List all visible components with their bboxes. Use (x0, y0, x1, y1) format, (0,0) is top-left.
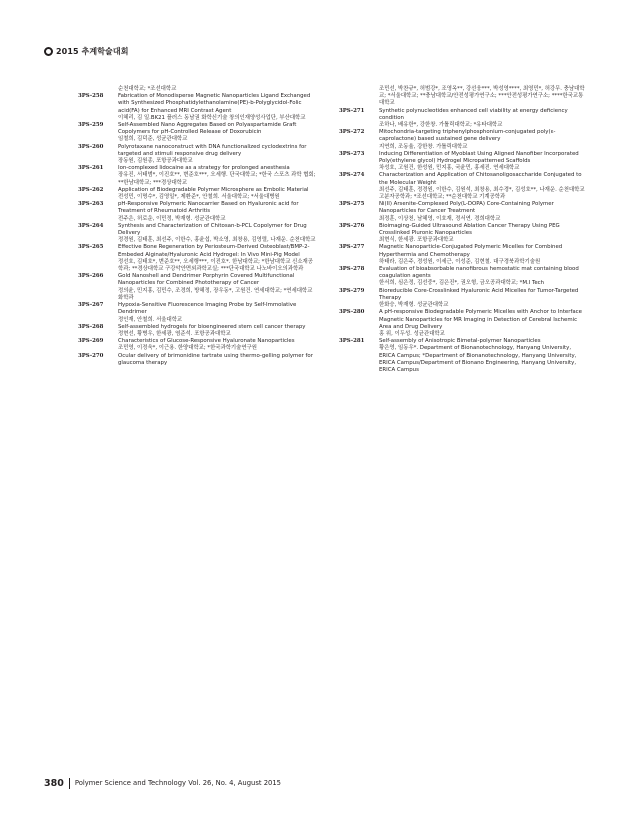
entry-code: 3PS-278 (339, 266, 365, 273)
entry-authors: 조민영, 이정욱*, 이근용. 한양대학교; *한국과학기술연구원 (118, 345, 257, 352)
entry-body (379, 288, 587, 310)
entry-title: Gold Nanoshell and Dendrimer Porphyrin Covered Multifunctional Nanoparticles for Combined Phototherapy of Cancer (118, 273, 295, 287)
entry-title: Magnetic Nanoparticle-Conjugated Polymeric Micelles for Combined Hyperthermia and Chemotherapy (379, 244, 563, 258)
abstract-entry (339, 288, 587, 310)
entry-body (118, 187, 318, 201)
abstract-entry (78, 201, 318, 223)
entry-code: 3PS-265 (78, 244, 104, 251)
journal-citation: Polymer Science and Technology Vol. 26, No. 4, August 2015 (74, 779, 282, 787)
entry-authors: 한서희, 심은정, 김선중*, 김은진*, 권오형, 금오공과대학교; *M.I Tech (379, 280, 545, 287)
entry-title: Self-assembled hydrogels for bioengineered stem cell cancer therapy (118, 323, 306, 330)
entry-authors: 임철희, 김덕준, 성균관대학교 (118, 136, 188, 143)
entry-body (379, 129, 587, 151)
entry-title: Inducing Differentiation of Myoblast Using Aligned Nanofiber Incorporated Poly(ethylene glycol) Hydrogel Micropatterned Scaffolds (379, 150, 579, 165)
entry-authors: 정인재, 안철희. 서울대학교 (118, 316, 183, 323)
entry-authors: 정현선, 황병우, 한세광, 염준석. 포항공과대학교 (118, 330, 231, 337)
abstract-entry (78, 122, 318, 144)
entry-code: 3PS-273 (339, 150, 365, 157)
entry-authors: 최현식, 한세광. 포항공과대학교 (379, 237, 454, 244)
entry-body (118, 223, 318, 245)
entry-code: 3PS-269 (78, 338, 104, 345)
entry-code: 3PS-280 (339, 309, 365, 316)
abstract-entry (339, 172, 587, 201)
entry-code: 3PS-259 (78, 122, 104, 129)
page-number: 380 (44, 777, 64, 789)
entry-body (118, 122, 318, 144)
abstract-entry (78, 93, 318, 122)
entry-code: 3PS-271 (339, 107, 365, 114)
page-header (44, 44, 129, 58)
entry-title: Characteristics of Glucose-Responsive Hyaluronate Nanoparticles (118, 338, 295, 345)
abstract-entry (78, 273, 318, 302)
entry-body (118, 338, 318, 352)
abstract-entry (339, 151, 587, 173)
entry-code: 3PS-268 (78, 323, 104, 330)
entry-code: 3PS-264 (78, 222, 104, 229)
header-title: 2015 추계학술대회 (56, 46, 129, 56)
entry-title: Synthetic polynucleotides enhanced cell viability at energy deficiency condition (379, 107, 568, 121)
entry-authors: 전성민, 이명수*, 김영일*, 제환준*, 안철희. 서울대학교; *서울대병원 (118, 194, 280, 201)
entry-title: Fabrication of Monodisperse Magnetic Nanoparticles Ligand Exchanged with Synthesized Phosphatidylethanolamine(PE)-b-Polyglycidol-Folic acid(FA) for Enhanced MRI Contrast Agent (118, 93, 311, 114)
entry-authors: 황은영, 임동우*. Department of Bionanotechnology, Hanyang University, ERICA Campus; *Department of Bionanotechnology, Hanyang University, ERICA Campus/Department of Bionano Engineering, Hanyang University, ERICA Campus (379, 345, 577, 373)
entry-title: pH-Responsive Polymeric Nanocarrier Based on Hyaluronic acid for Treatment of Rheumatoid Arthritis (118, 201, 299, 215)
abstract-entry (339, 244, 587, 266)
entry-authors: 최선주, 김태훈, 정경원, 이한수, 김원석, 최창용, 최수경*, 김성호**, 나재운. 순천대학교 고분자공학과; *조선대학교; **순천대학교 기계공학과 (379, 186, 585, 201)
abstract-entry (78, 302, 318, 324)
entry-title: Ocular delivery of brimonidine tartrate using thermo-gelling polymer for glaucoma therapy (118, 352, 313, 366)
entry-authors: 이혜리, 김 일.BK21 플러스 동남권 화학신기술 창의인재양성사업단, 부산대학교 (118, 114, 306, 121)
entry-body (379, 338, 587, 374)
entry-body (118, 165, 318, 187)
entry-title: Hypoxia-Sensitive Fluorescence Imaging Probe by Self-Immolative Dendrimer (118, 302, 297, 316)
abstract-entry (78, 144, 318, 166)
entry-title: Evaluation of bioabsorbable nanofibrous hemostatic mat containing blood coagulation agents (379, 266, 579, 280)
entry-authors: 장동원, 김원종, 포항공과대학교 (118, 158, 193, 165)
right-column (339, 86, 587, 374)
entry-code: 3PS-260 (78, 143, 104, 150)
entry-code: 3PS-270 (78, 352, 104, 359)
entry-body (379, 201, 587, 223)
entry-code: 3PS-279 (339, 287, 365, 294)
entry-title: Bioimaging-Guided Ultrasound Ablation Cancer Therapy Using PEG Crosslinked Pluronic Nanoparticles (379, 222, 560, 237)
circle-bullet-icon (44, 47, 53, 56)
entry-title: Ni(II) Arsenite-Complexed Poly(L-DOPA) Core-Containing Polymer Nanoparticles for Cancer Treatment (379, 201, 554, 215)
entry-authors: 지연희, 조동율, 강한창. 가톨릭대학교 (379, 143, 468, 150)
entry-authors: 정선호, 김태호*, 변준호**, 오세행***, 이진호*. 한남대학교; *한남대학교 신소재공학과; **경상대학교 구강악안면외과학교실; ***단국대학교 나노바이오의과학과 (118, 258, 313, 273)
entry-title: A pH-responsive Biodegradable Polymeric Micelles with Anchor to Interface Magnetic Nanoparticles for MR Imaging in Detection of Cerebral Ischemic Area and Drug Delivery (379, 309, 582, 330)
entry-body (118, 353, 318, 367)
entry-title: Bioreducible Core-Crosslinked Hyaluronic Acid Micelles for Tumor-Targeted Therapy (379, 287, 579, 301)
entry-code: 3PS-267 (78, 302, 104, 309)
entry-code: 3PS-262 (78, 186, 104, 193)
entry-code: 3PS-275 (339, 201, 365, 208)
abstract-entry (78, 165, 318, 187)
entry-title: Self-assembly of Anisotropic Bimetal-polymer Nanoparticles (379, 338, 541, 345)
abstract-entry (78, 223, 318, 245)
abstract-entry (78, 244, 318, 273)
entry-code: 3PS-276 (339, 222, 365, 229)
entry-body (379, 108, 587, 130)
abstract-entry (78, 353, 318, 367)
entry-body (379, 309, 587, 338)
entry-code: 3PS-266 (78, 273, 104, 280)
entry-body (118, 302, 318, 324)
entry-title: Characterization and Application of Chitosanoligosaccharide Conjugated to the Molecular Weight (379, 172, 582, 186)
entry-body (118, 273, 318, 302)
abstract-entry (78, 187, 318, 201)
entry-authors: 하태라, 김은주, 정성원, 이세근, 이성준, 김현철. 대구경북과학기술원 (379, 258, 541, 265)
abstract-entry (78, 324, 318, 338)
abstract-entry (339, 108, 587, 130)
continued-authors: 조민선, 박찬규*, 허범강*, 조영옥**, 강선웅***, 박성영****, 최영민*, 허강무. 충남대학교; *서울대학교; **충남대학교/안전성평가연구소; ***안전성평가연구소; ****한국교통대학교 (379, 86, 585, 107)
entry-title: Polyrotaxane nanoconstruct with DNA functionalized cyclodextrins for targeted and stimuli responsive drug delivery (118, 143, 307, 157)
entry-authors: 홍 위, 이두성. 성균관대학교 (379, 330, 445, 337)
entry-code: 3PS-277 (339, 244, 365, 251)
entry-title: Synthesis and Characterization of Chitosan-b-PCL Copolymer for Drug Delivery (118, 222, 307, 237)
entry-body (118, 201, 318, 223)
footer-divider (69, 778, 70, 789)
abstract-entry (339, 338, 587, 374)
entry-code: 3PS-263 (78, 201, 104, 208)
entry-authors: 최정훈, 이상천, 남혜영, 이호재, 정서연. 경희대학교 (379, 215, 501, 222)
entry-body (379, 244, 587, 266)
entry-title: Effective Bone Regeneration by Periosteum-Derived Osteoblast/BMP-2-Embeded Alginate/Hyaluronic Acid Hydrogel: In Vivo Mini-Pig Model (118, 244, 310, 258)
abstract-entry (78, 338, 318, 352)
page-footer (44, 777, 281, 789)
right-entry-list (339, 108, 587, 375)
abstract-entry (339, 309, 587, 338)
abstract-entry (339, 266, 587, 288)
entry-title: Ion-complexed lidocaine as a strategy for prolonged anesthesia (118, 165, 290, 172)
entry-authors: 조하나, 배유한*, 강한창. 가톨릭대학교; *유타대학교 (379, 122, 503, 129)
entry-body (379, 223, 587, 245)
continued-authors: 순천대학교; *조선대학교 (118, 86, 177, 92)
entry-authors: 한화승, 박재형. 성균관대학교 (379, 302, 449, 309)
left-entry-list (78, 93, 318, 367)
entry-authors: 정경원, 김태훈, 최선주, 이한수, 홍윤섭, 박소영, 최창용, 김영렬, 나재운. 순천대학교 (118, 237, 316, 244)
entry-authors: 차성호, 고원건, 한성원, 민지홍, 국윤민, 홍세진. 연세대학교 (379, 165, 520, 172)
entry-body (118, 244, 318, 273)
entry-code: 3PS-281 (339, 338, 365, 345)
left-column (78, 86, 318, 367)
entry-title: Application of Biodegradable Polymer Microsphere as Embolic Material (118, 186, 309, 193)
entry-authors: 정의윤, 민지홍, 김민수, 조경희, 방혜정, 장우동*, 고원건. 연세대학교; *연세대학교 화학과 (118, 287, 313, 301)
entry-code: 3PS-272 (339, 129, 365, 136)
entry-authors: 장유진, 서태범*, 이진호**, 변준호***, 오세행. 단국대학교; *한국 스포츠 과학 협회; **한남대학교; ***경상대학교 (118, 172, 316, 186)
entry-body (118, 93, 318, 122)
entry-code: 3PS-274 (339, 172, 365, 179)
abstract-entry (339, 129, 587, 151)
abstract-entry (339, 201, 587, 223)
entry-code: 3PS-258 (78, 93, 104, 100)
entry-authors: 전주은, 허로운, 이민정, 박재형. 성균관대학교 (118, 215, 226, 222)
entry-title: Mitochondria-targeting triphenylphosphonium-conjugated poly(ε-caprolactone) based sustained gene delivery (379, 129, 556, 143)
abstract-entry (339, 223, 587, 245)
entry-body (118, 144, 318, 166)
entry-body (379, 172, 587, 201)
entry-title: Self-Assembled Nano Aggregates Based on Polyaspartamide Graft Copolymers for pH-Controlled Release of Doxorubicin (118, 122, 297, 136)
entry-body (118, 324, 318, 338)
entry-code: 3PS-261 (78, 165, 104, 172)
entry-body (379, 266, 587, 288)
entry-body (379, 151, 587, 173)
